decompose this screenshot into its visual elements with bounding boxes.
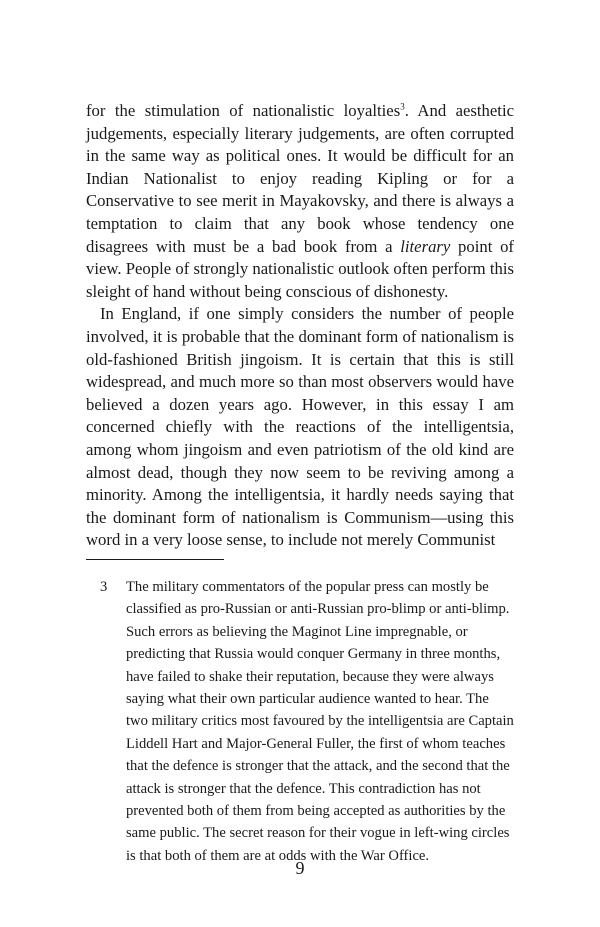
footnote [86,576,514,867]
paragraph-2: In England, if one simply considers the number of people involved, it is probable that the dominant form of nationalism is old-fashioned British jingoism. It is certain that this is still widespread, and much more so than most observers would have believed a dozen years ago. However, in this essay I am concerned chiefly with the reactions of the intelligentsia, among whom jingoism and even patriotism of the old kind are almost dead, though they now seem to be reviving among a minority. Among the intelligentsia, it hardly needs saying that the dominant form of nationalism is Communism—using this word in a very loose sense, to include not merely Communist [86,304,514,550]
page-number: 9 [295,858,305,878]
footnote-number: 3 [100,578,108,595]
footnote-reference: 3 [400,101,405,112]
emphasized-word: literary [400,236,451,256]
page-body [86,100,514,867]
paragraph-1 [86,100,514,303]
paragraph-1-text-middle: . And aesthetic judgements, especially literary judgements, are often corrupted in the same way as political ones. It would be difficult for an Indian Nationalist to enjoy reading Kipling or for a Conservative to see merit in Mayakovsky, and there is always a temptation to claim that any book whose tendency one disagrees with must be a bad book from a [86,101,514,256]
footnote-text: The military commentators of the popular press can mostly be classified as pro-Russian or anti-Russian pro-blimp or anti-blimp. Such errors as believing the Maginot Line impregnable, or predicting that Russia would conquer Germany in three months, have failed to shake their reputation, because they were always saying what their own particular audience wanted to hear. The two military critics most favoured by the intelligentsia are Captain Liddell Hart and Major-General Fuller, the first of whom teaches that the defence is stronger that the attack, and the second that the attack is stronger that the defence. This contradiction has not prevented both of them from being accepted as authorities by the same public. The secret reason for their vogue in left-wing circles is that both of them are at odds with the War Office. [126,578,514,864]
paragraph-1-text-end: point of view. People of strongly nationalistic outlook often perform this sleight of hand without being conscious of dishonesty. [86,236,514,301]
footnote-divider [86,559,224,560]
paragraph-1-text-start: for the stimulation of nationalistic loyalties [86,101,401,120]
